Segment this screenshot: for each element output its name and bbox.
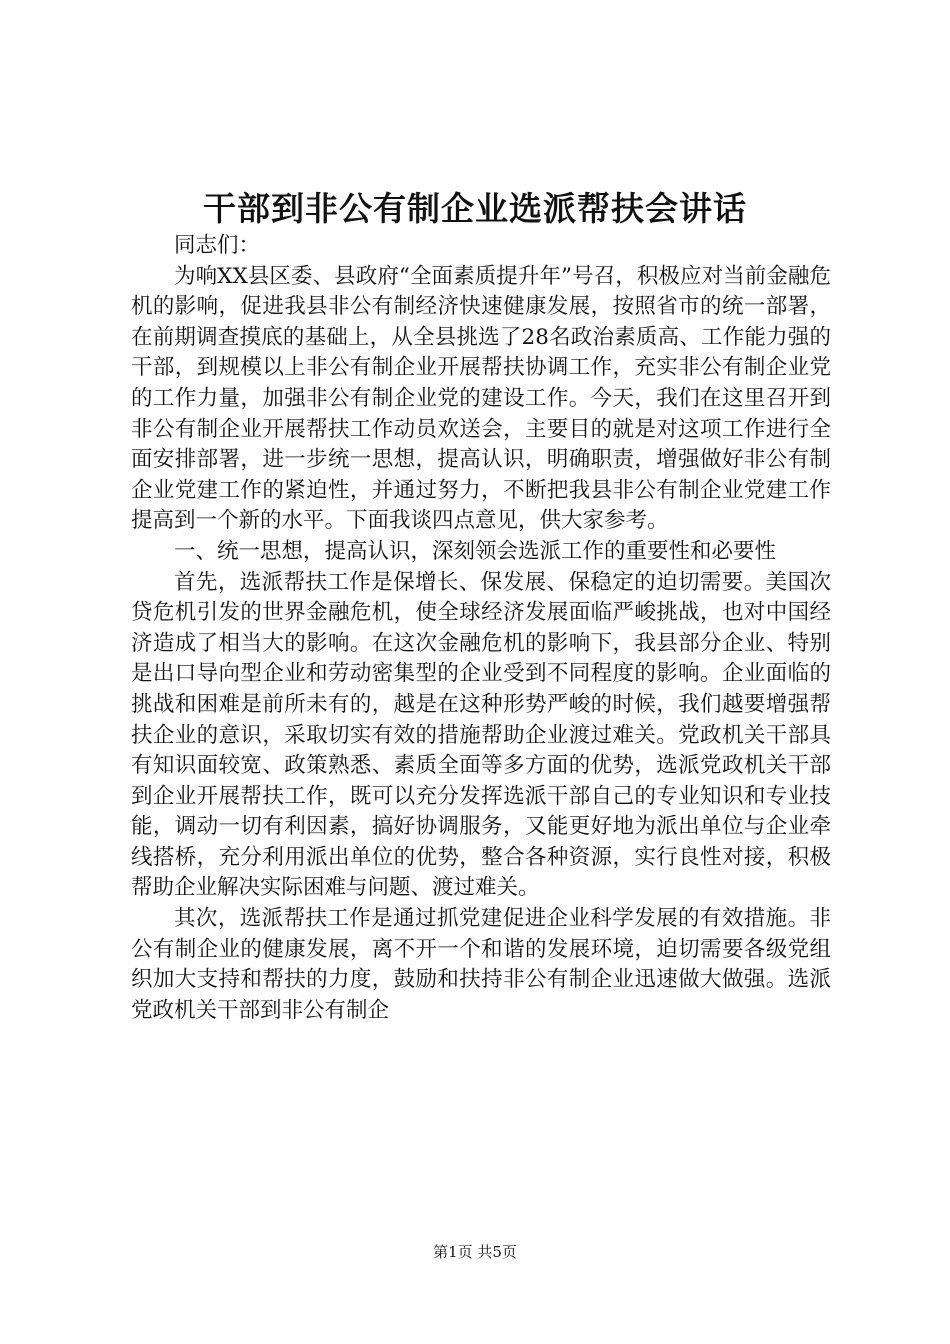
body-paragraph: 其次，选派帮扶工作是通过抓党建促进企业科学发展的有效措施。非公有制企业的健康发展，离不开一个和谐的发展环境，迫切需要各级党组织加大支持和帮扶的力度，鼓励和扶持非公有制企业迅速做大做强。选派党政机关干部到非公有制企 (131, 906, 831, 1023)
body-paragraph: 首先，选派帮扶工作是保增长、保发展、保稳定的迫切需要。美国次贷危机引发的世界金融危机，使全球经济发展面临严峻挑战，也对中国经济造成了相当大的影响。在这次金融危机的影响下，我县部分企业、特别是出口导向型企业和劳动密集型的企业受到不同程度的影响。企业面临的挑战和困难是前所未有的，越是在这种形势严峻的时候，我们越要增强帮扶企业的意识，采取切实有效的措施帮助企业渡过难关。党政机关干部具有知识面较宽、政策熟悉、素质全面等多方面的优势，选派党政机关干部到企业开展帮扶工作，既可以充分发挥选派干部自己的专业知识和专业技能，调动一切有利因素，搞好协调服务，又能更好地为派出单位与企业牵线搭桥，充分利用派出单位的优势，整合各种资源，实行良性对接，积极帮助企业解决实际困难与问题、渡过难关。 (131, 569, 831, 901)
page-footer: 第1页 共5页 (433, 1243, 517, 1261)
document-title: 干部到非公有制企业选派帮扶会讲话 (203, 189, 747, 228)
section-heading: 一、统一思想，提高认识，深刻领会选派工作的重要性和必要性 (174, 538, 777, 564)
document-body (131, 231, 831, 1026)
intro-paragraph: 为响XX县区委、县政府“全面素质提升年”号召，积极应对当前金融危机的影响，促进我县非公有制经济快速健康发展，按照省市的统一部署，在前期调查摸底的基础上，从全县挑选了28名政治素质高、工作能力强的干部，到规模以上非公有制企业开展帮扶协调工作，充实非公有制企业党的工作力量，加强非公有制企业党的建设工作。今天，我们在这里召开到非公有制企业开展帮扶工作动员欢送会，主要目的就是对这项工作进行全面安排部署，进一步统一思想，提高认识，明确职责，增强做好非公有制企业党建工作的紧迫性，并通过努力，不断把我县非公有制企业党建工作提高到一个新的水平。下面我谈四点意见，供大家参考。 (131, 263, 831, 534)
salutation-paragraph: 同志们： (174, 233, 261, 258)
